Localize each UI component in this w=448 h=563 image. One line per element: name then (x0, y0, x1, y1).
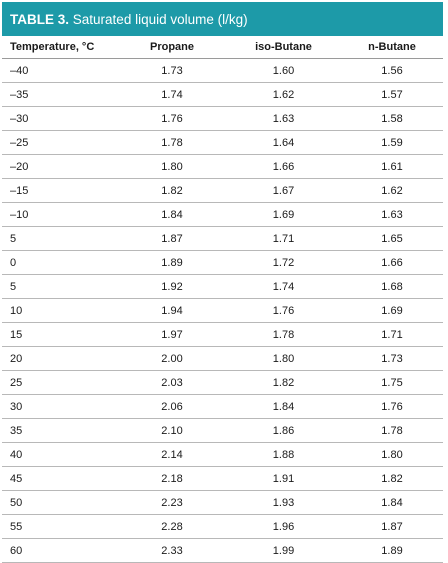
cell-temperature: 55 (2, 515, 118, 539)
table-row (2, 83, 443, 107)
cell-propane: 1.84 (118, 203, 226, 227)
cell-propane: 2.10 (118, 419, 226, 443)
table-row (2, 491, 443, 515)
table-row (2, 395, 443, 419)
cell-n-butane: 1.61 (341, 155, 443, 179)
cell-propane: 1.94 (118, 299, 226, 323)
cell-iso-butane: 1.69 (226, 203, 341, 227)
cell-iso-butane: 1.82 (226, 371, 341, 395)
cell-temperature: –35 (2, 83, 118, 107)
table-row (2, 371, 443, 395)
cell-n-butane: 1.69 (341, 299, 443, 323)
cell-propane: 2.33 (118, 539, 226, 563)
table-title-bar (2, 2, 443, 36)
cell-temperature: 60 (2, 539, 118, 563)
cell-n-butane: 1.87 (341, 515, 443, 539)
cell-temperature: 5 (2, 227, 118, 251)
cell-propane: 2.03 (118, 371, 226, 395)
cell-iso-butane: 1.62 (226, 83, 341, 107)
cell-propane: 2.00 (118, 347, 226, 371)
table-row (2, 467, 443, 491)
cell-temperature: 30 (2, 395, 118, 419)
cell-n-butane: 1.75 (341, 371, 443, 395)
cell-temperature: 45 (2, 467, 118, 491)
column-header-iso-butane: iso-Butane (226, 36, 341, 59)
cell-propane: 1.89 (118, 251, 226, 275)
cell-temperature: –30 (2, 107, 118, 131)
cell-propane: 2.23 (118, 491, 226, 515)
cell-n-butane: 1.82 (341, 467, 443, 491)
cell-iso-butane: 1.66 (226, 155, 341, 179)
cell-temperature: –15 (2, 179, 118, 203)
cell-n-butane: 1.59 (341, 131, 443, 155)
cell-propane: 1.92 (118, 275, 226, 299)
table-row (2, 227, 443, 251)
cell-propane: 1.73 (118, 59, 226, 83)
column-header-temperature: Temperature, °C (2, 36, 118, 59)
cell-n-butane: 1.62 (341, 179, 443, 203)
table-row (2, 299, 443, 323)
cell-propane: 1.78 (118, 131, 226, 155)
table-row (2, 131, 443, 155)
cell-iso-butane: 1.60 (226, 59, 341, 83)
table-row (2, 323, 443, 347)
cell-propane: 1.74 (118, 83, 226, 107)
column-header-n-butane: n-Butane (341, 36, 443, 59)
cell-iso-butane: 1.86 (226, 419, 341, 443)
cell-temperature: –40 (2, 59, 118, 83)
cell-temperature: –25 (2, 131, 118, 155)
cell-propane: 1.76 (118, 107, 226, 131)
cell-iso-butane: 1.91 (226, 467, 341, 491)
cell-temperature: 50 (2, 491, 118, 515)
cell-iso-butane: 1.63 (226, 107, 341, 131)
cell-n-butane: 1.58 (341, 107, 443, 131)
cell-temperature: 10 (2, 299, 118, 323)
cell-iso-butane: 1.93 (226, 491, 341, 515)
cell-n-butane: 1.71 (341, 323, 443, 347)
cell-iso-butane: 1.84 (226, 395, 341, 419)
cell-n-butane: 1.84 (341, 491, 443, 515)
cell-n-butane: 1.65 (341, 227, 443, 251)
cell-propane: 1.82 (118, 179, 226, 203)
cell-iso-butane: 1.64 (226, 131, 341, 155)
cell-temperature: 5 (2, 275, 118, 299)
table-row (2, 539, 443, 563)
cell-propane: 2.18 (118, 467, 226, 491)
cell-n-butane: 1.63 (341, 203, 443, 227)
cell-n-butane: 1.89 (341, 539, 443, 563)
cell-temperature: –10 (2, 203, 118, 227)
cell-n-butane: 1.76 (341, 395, 443, 419)
cell-iso-butane: 1.80 (226, 347, 341, 371)
table-row (2, 515, 443, 539)
cell-n-butane: 1.68 (341, 275, 443, 299)
cell-iso-butane: 1.72 (226, 251, 341, 275)
cell-propane: 1.87 (118, 227, 226, 251)
cell-iso-butane: 1.99 (226, 539, 341, 563)
header-row (2, 36, 443, 59)
table-number: TABLE 3. (10, 11, 70, 27)
table-row (2, 419, 443, 443)
table-row (2, 347, 443, 371)
cell-temperature: –20 (2, 155, 118, 179)
cell-temperature: 20 (2, 347, 118, 371)
table-row (2, 203, 443, 227)
table-row (2, 275, 443, 299)
table-row (2, 443, 443, 467)
cell-n-butane: 1.56 (341, 59, 443, 83)
cell-iso-butane: 1.67 (226, 179, 341, 203)
column-header-propane: Propane (118, 36, 226, 59)
cell-temperature: 35 (2, 419, 118, 443)
cell-iso-butane: 1.76 (226, 299, 341, 323)
cell-iso-butane: 1.96 (226, 515, 341, 539)
table-row (2, 155, 443, 179)
table-body (2, 59, 443, 563)
cell-temperature: 0 (2, 251, 118, 275)
cell-propane: 2.06 (118, 395, 226, 419)
table-title: Saturated liquid volume (l/kg) (72, 11, 248, 27)
cell-temperature: 25 (2, 371, 118, 395)
cell-n-butane: 1.80 (341, 443, 443, 467)
cell-n-butane: 1.57 (341, 83, 443, 107)
table-row (2, 59, 443, 83)
table-row (2, 251, 443, 275)
cell-propane: 1.97 (118, 323, 226, 347)
data-table (2, 36, 443, 563)
cell-propane: 1.80 (118, 155, 226, 179)
table-row (2, 179, 443, 203)
table-row (2, 107, 443, 131)
cell-iso-butane: 1.74 (226, 275, 341, 299)
cell-n-butane: 1.73 (341, 347, 443, 371)
cell-iso-butane: 1.78 (226, 323, 341, 347)
cell-temperature: 40 (2, 443, 118, 467)
cell-propane: 2.14 (118, 443, 226, 467)
cell-n-butane: 1.66 (341, 251, 443, 275)
cell-n-butane: 1.78 (341, 419, 443, 443)
cell-temperature: 15 (2, 323, 118, 347)
cell-iso-butane: 1.71 (226, 227, 341, 251)
cell-propane: 2.28 (118, 515, 226, 539)
cell-iso-butane: 1.88 (226, 443, 341, 467)
